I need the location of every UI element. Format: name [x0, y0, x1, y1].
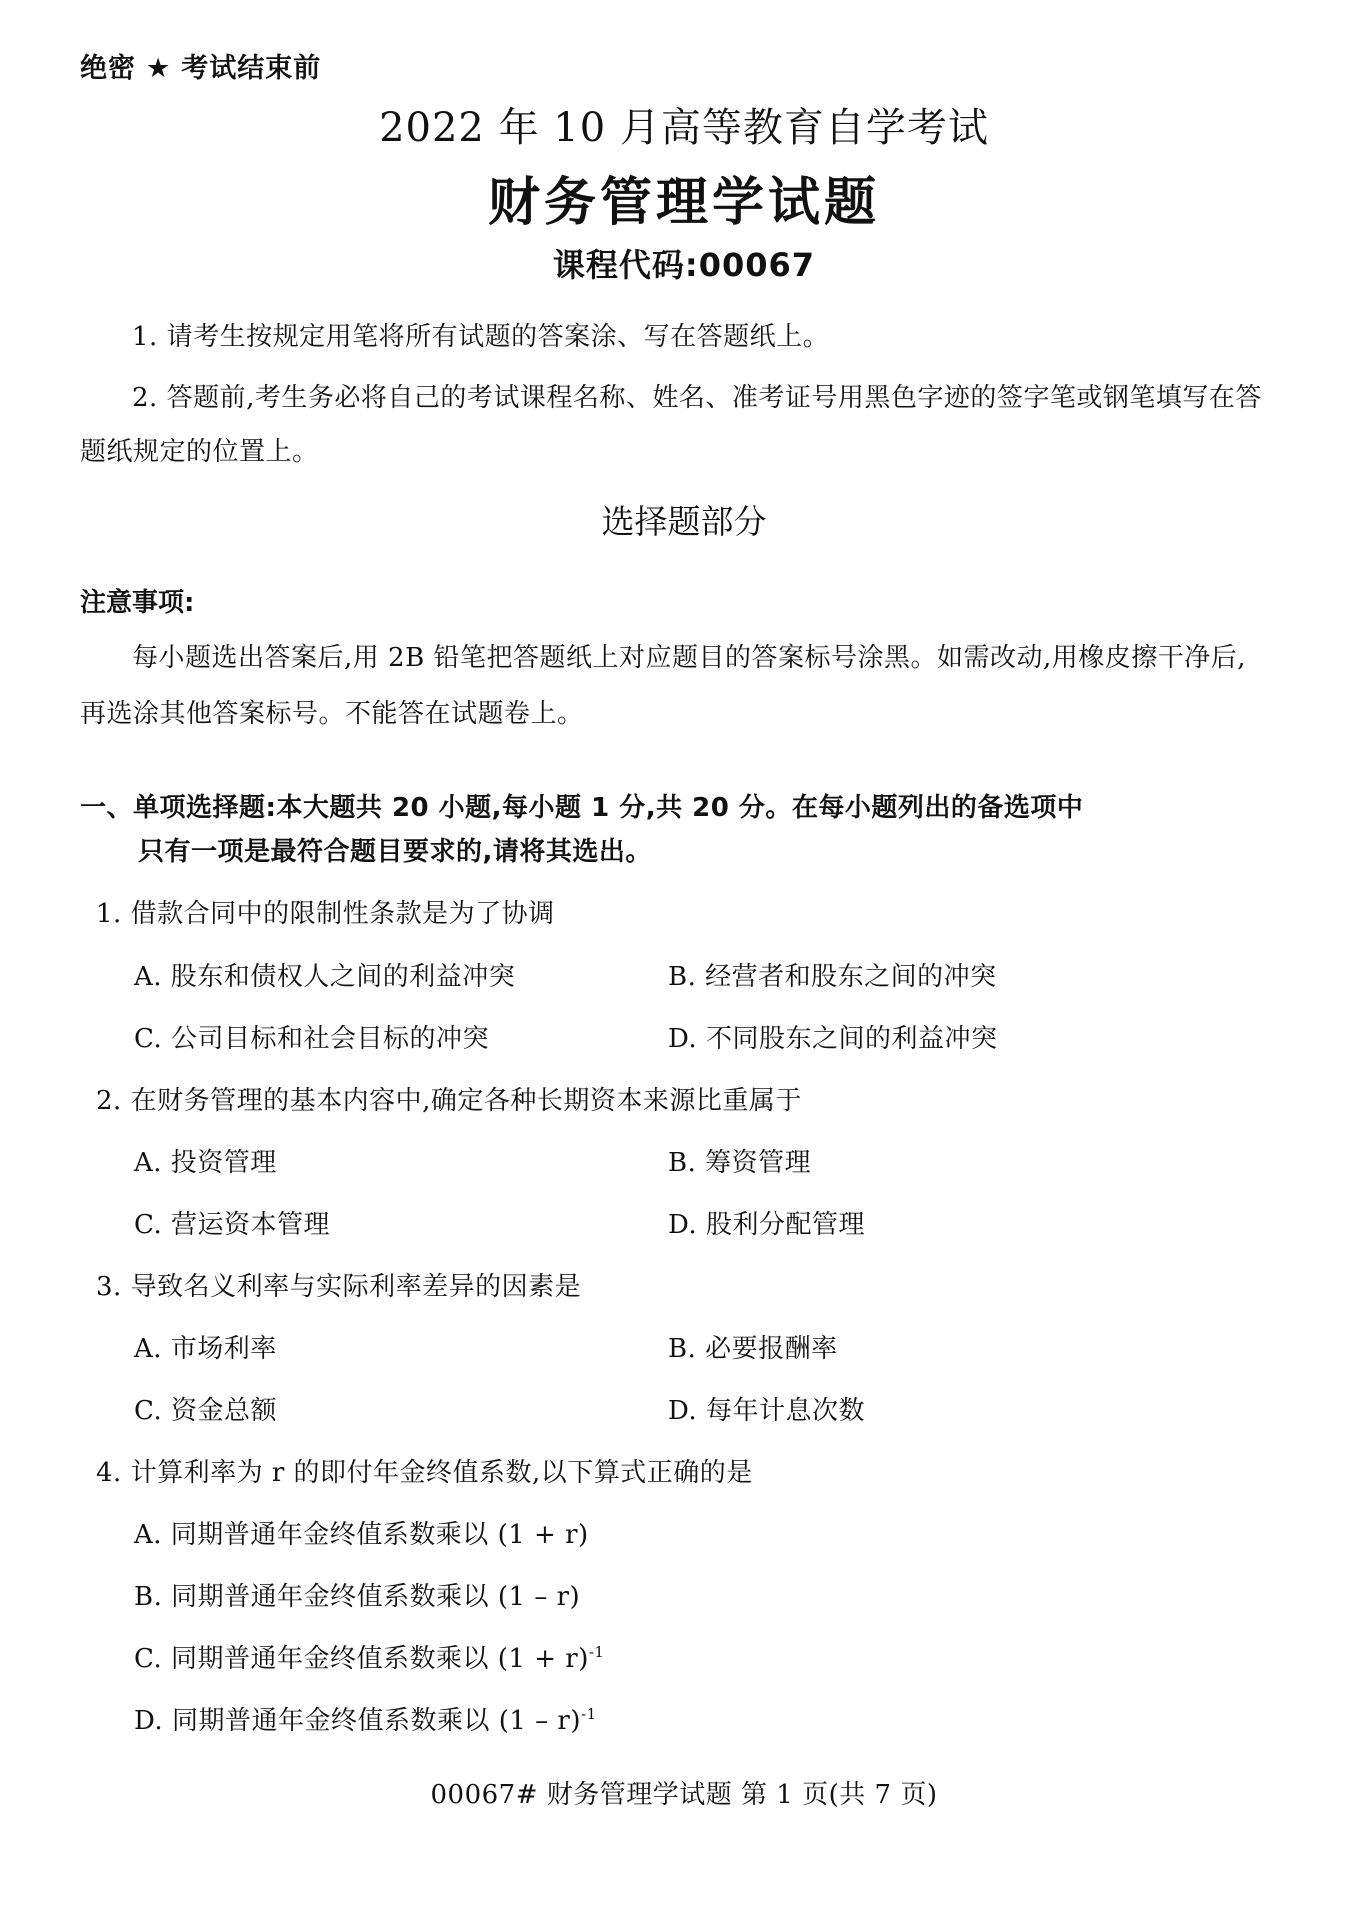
question-2-option-d: D. 股利分配管理 — [668, 1210, 865, 1240]
question-4-option-d — [134, 1700, 597, 1737]
page-footer: 00067# 财务管理学试题 第 1 页(共 7 页) — [430, 1780, 938, 1810]
secret-suffix: 考试结束前 — [181, 53, 322, 84]
part1-heading-line2: 只有一项是最符合题目要求的,请将其选出。 — [138, 837, 652, 867]
question-4-option-a: A. 同期普通年金终值系数乘以 (1 + r) — [134, 1520, 589, 1550]
question-3-option-a: A. 市场利率 — [134, 1334, 277, 1364]
question-3-stem: 3. 导致名义利率与实际利率差异的因素是 — [96, 1272, 582, 1302]
question-3-option-d: D. 每年计息次数 — [668, 1396, 865, 1426]
question-4-option-c-exponent: -1 — [588, 1643, 605, 1661]
notice-text: 每小题选出答案后,用 2B 铅笔把答题纸上对应题目的答案标号涂黑。如需改动,用橡皮擦干净后,再选涂其他答案标号。不能答在试题卷上。 — [80, 643, 1246, 729]
part1-heading-line1: 一、单项选择题:本大题共 20 小题,每小题 1 分,共 20 分。在每小题列出的备选项中 — [80, 793, 1084, 823]
section-title: 选择题部分 — [601, 502, 767, 541]
instruction-1: 1. 请考生按规定用笔将所有试题的答案涂、写在答题纸上。 — [132, 322, 830, 352]
question-1-option-c: C. 公司目标和社会目标的冲突 — [134, 1024, 489, 1054]
question-4-option-c — [134, 1638, 604, 1675]
notice-heading: 注意事项: — [80, 588, 195, 618]
question-2-stem: 2. 在财务管理的基本内容中,确定各种长期资本来源比重属于 — [96, 1086, 802, 1116]
question-2-option-b: B. 筹资管理 — [668, 1148, 812, 1178]
instruction-2: 2. 答题前,考生务必将自己的考试课程名称、姓名、准考证号用黑色字迹的签字笔或钢笔填写在答题纸规定的位置上。 — [80, 383, 1262, 467]
question-4-option-d-exponent: -1 — [581, 1705, 597, 1723]
confidential-label — [80, 46, 321, 85]
question-4-option-c-text: C. 同期普通年金终值系数乘以 (1 + r) — [134, 1644, 589, 1674]
question-1-option-a: A. 股东和债权人之间的利益冲突 — [134, 962, 516, 992]
question-1-option-d: D. 不同股东之间的利益冲突 — [668, 1024, 998, 1054]
paper-title: 财务管理学试题 — [487, 173, 880, 233]
question-2-option-a: A. 投资管理 — [134, 1148, 277, 1178]
question-3-option-c: C. 资金总额 — [134, 1396, 277, 1426]
question-2-option-c: C. 营运资本管理 — [134, 1210, 330, 1240]
question-4-option-d-text: D. 同期普通年金终值系数乘以 (1 – r) — [134, 1706, 582, 1736]
secret-prefix: 绝密 — [80, 53, 136, 84]
exam-title: 2022 年 10 月高等教育自学考试 — [379, 105, 989, 151]
course-code: 课程代码:00067 — [552, 246, 816, 284]
question-1-option-b: B. 经营者和股东之间的冲突 — [668, 962, 997, 992]
question-1-stem: 1. 借款合同中的限制性条款是为了协调 — [96, 899, 555, 929]
question-3-option-b: B. 必要报酬率 — [668, 1334, 838, 1364]
star-icon: ★ — [146, 53, 172, 84]
question-4-stem: 4. 计算利率为 r 的即付年金终值系数,以下算式正确的是 — [96, 1458, 753, 1488]
question-4-option-b: B. 同期普通年金终值系数乘以 (1 – r) — [134, 1582, 581, 1612]
